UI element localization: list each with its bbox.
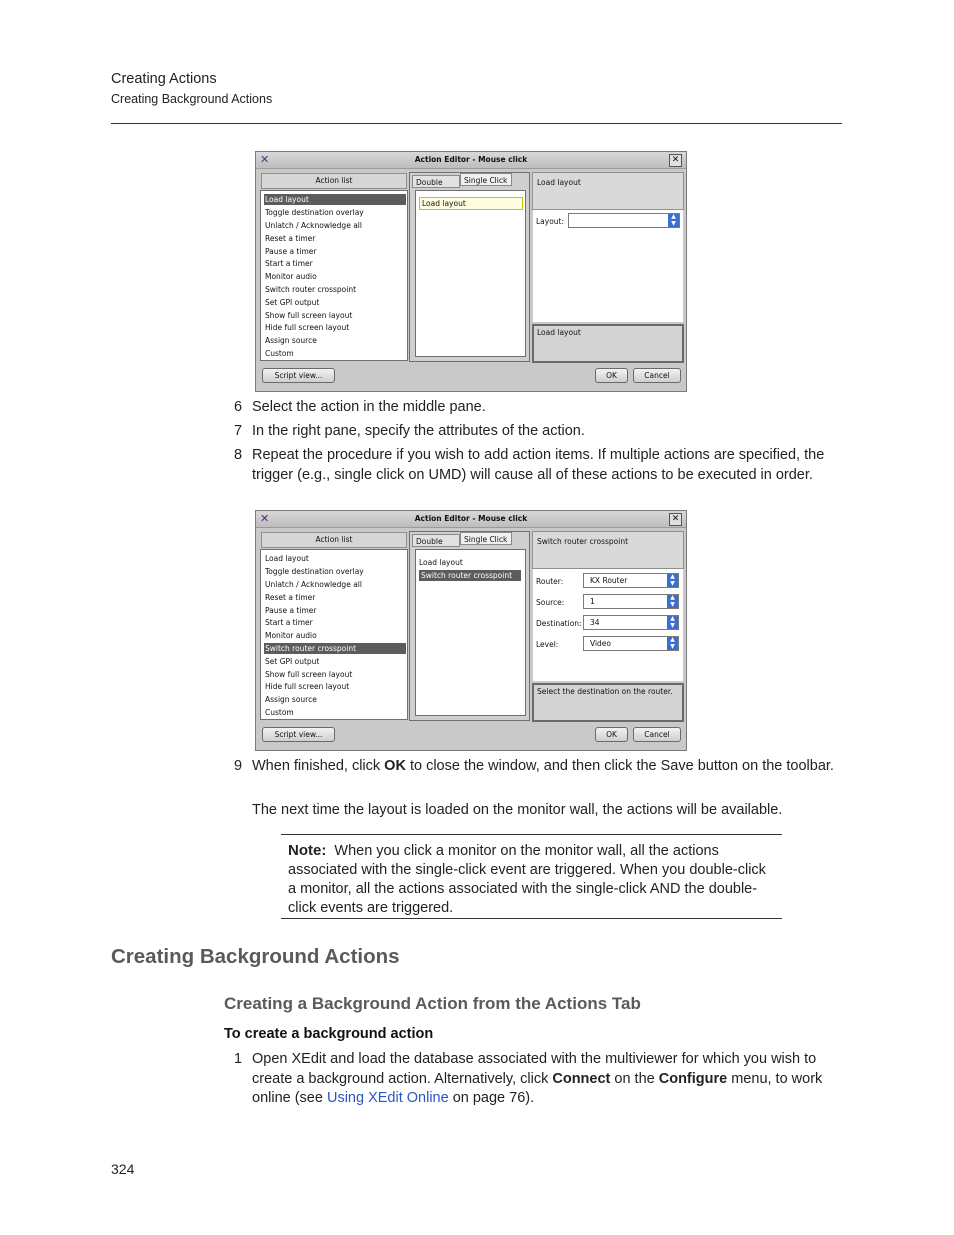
close-icon[interactable]: ✕	[669, 513, 682, 526]
field-label-source: Source:	[536, 598, 565, 607]
step-9-followup: The next time the layout is loaded on the monitor wall, the actions will be available.	[252, 802, 783, 818]
action-item[interactable]: Assign source	[265, 695, 317, 704]
step-text-pre: When finished, click	[252, 758, 385, 774]
page-number: 324	[111, 1161, 135, 1177]
step-1	[234, 1050, 842, 1109]
note-text-block	[288, 841, 778, 918]
action-item[interactable]: Show full screen layout	[265, 670, 353, 679]
step-text: In the right pane, specify the attributes of the action.	[252, 423, 585, 439]
router-value: KX Router	[590, 576, 628, 585]
dialog-title: Action Editor - Mouse click	[414, 514, 528, 523]
tab-single-click[interactable]: Single Click	[460, 532, 512, 545]
layout-select[interactable]	[568, 213, 680, 228]
field-label-layout: Layout:	[536, 217, 565, 226]
close-icon[interactable]: ✕	[669, 154, 682, 167]
spinner-icon: ▲ ▼	[667, 616, 678, 629]
action-item[interactable]: Hide full screen layout	[265, 682, 350, 691]
ok-emphasis: OK	[384, 758, 406, 774]
spinner-icon: ▲ ▼	[667, 637, 678, 650]
right-pane-title: Switch router crosspoint	[537, 537, 629, 546]
action-item[interactable]: Hide full screen layout	[265, 323, 350, 332]
app-x-icon: ✕	[260, 512, 270, 525]
level-select[interactable]	[583, 636, 679, 651]
middle-item[interactable]: Load layout	[419, 197, 523, 210]
step-number: 7	[234, 423, 243, 439]
step-9	[234, 757, 842, 777]
action-editor-dialog-1	[255, 151, 687, 392]
right-pane-fields	[533, 210, 683, 322]
description-text: Select the destination on the router.	[537, 687, 673, 696]
step-8	[234, 446, 842, 485]
description-box	[532, 324, 684, 363]
field-label-level: Level:	[536, 640, 559, 649]
procedure-title: To create a background action	[224, 1026, 434, 1042]
ok-button[interactable]: OK	[595, 368, 628, 383]
destination-value: 34	[590, 618, 600, 627]
action-item[interactable]: Toggle destination overlay	[265, 567, 364, 576]
description-box	[532, 683, 684, 722]
action-item[interactable]: Toggle destination overlay	[265, 208, 364, 217]
subsection-title: Creating a Background Action from the Actions Tab	[224, 994, 641, 1013]
action-item[interactable]: Unlatch / Acknowledge all	[265, 580, 362, 589]
step-number: 8	[234, 447, 243, 463]
action-item-load-layout[interactable]: Load layout	[264, 194, 406, 205]
script-view-button[interactable]: Script view...	[262, 727, 335, 742]
tab-double-click[interactable]: Double	[412, 175, 460, 188]
step-7	[234, 422, 842, 442]
action-item[interactable]: Monitor audio	[265, 631, 317, 640]
note-body: When you click a monitor on the monitor wall, all the actions associated with the single-click event are triggered. When you double-click a monitor, all the actions associated with the single-click AND the double-click events are triggered.	[288, 843, 766, 916]
right-pane-header	[532, 531, 684, 569]
step-text: Repeat the procedure if you wish to add action items. If multiple actions are specified, the trigger (e.g., single click on UMD) will cause all of these actions to be executed in order.	[252, 447, 825, 483]
step-text: on page 76).	[448, 1090, 535, 1106]
right-pane-title: Load layout	[537, 178, 581, 187]
action-item[interactable]: Custom	[265, 708, 294, 717]
action-item[interactable]: Show full screen layout	[265, 311, 353, 320]
action-item-switch-router-crosspoint[interactable]: Switch router crosspoint	[264, 643, 406, 654]
step-number: 6	[234, 399, 243, 415]
right-pane-header	[532, 172, 684, 210]
step-6	[234, 398, 842, 418]
configure-emphasis: Configure	[658, 1070, 728, 1087]
action-item[interactable]: Monitor audio	[265, 272, 317, 281]
action-editor-dialog-2	[255, 510, 687, 751]
connect-emphasis: Connect	[552, 1070, 611, 1087]
note-box	[281, 834, 782, 919]
step-text: on the	[610, 1070, 659, 1087]
step-number: 1	[234, 1051, 243, 1067]
middle-list-pane	[415, 549, 526, 716]
level-value: Video	[590, 639, 612, 648]
spinner-icon: ▲ ▼	[667, 595, 678, 608]
spinner-icon: ▲ ▼	[668, 214, 679, 227]
tab-double-click[interactable]: Double	[412, 534, 460, 547]
action-item[interactable]: Start a timer	[265, 618, 313, 627]
source-value: 1	[590, 597, 595, 606]
action-item[interactable]: Reset a timer	[265, 234, 316, 243]
section-title: Creating Background Actions	[111, 945, 400, 968]
ok-button[interactable]: OK	[595, 727, 628, 742]
spinner-icon: ▲ ▼	[667, 574, 678, 587]
cancel-button[interactable]: Cancel	[633, 727, 681, 742]
app-x-icon: ✕	[260, 153, 270, 166]
step-text: Open XEdit and load the database associated with the multiviewer for which you wish to create a background action. Alternatively, click	[252, 1051, 817, 1087]
using-xedit-online-link[interactable]: Using XEdit Online	[326, 1090, 449, 1106]
action-item[interactable]: Set GPI output	[265, 657, 320, 666]
description-text: Load layout	[537, 328, 581, 337]
dialog-titlebar	[256, 152, 686, 169]
script-view-button[interactable]: Script view...	[262, 368, 335, 383]
cancel-button[interactable]: Cancel	[633, 368, 681, 383]
action-list-header: Action list	[261, 532, 407, 548]
header-rule	[111, 123, 842, 124]
step-number: 9	[234, 758, 243, 774]
router-select[interactable]	[583, 573, 679, 588]
action-item[interactable]: Switch router crosspoint	[265, 285, 357, 294]
action-list-header: Action list	[261, 173, 407, 189]
step-text-post: to close the window, and then click the Save button on the toolbar.	[405, 758, 834, 774]
dialog-titlebar	[256, 511, 686, 528]
step-text: menu, to work online (see	[252, 1070, 823, 1106]
running-header-chapter: Creating Actions	[111, 71, 217, 87]
field-label-router: Router:	[536, 577, 564, 586]
middle-item[interactable]: Load layout	[419, 558, 463, 567]
action-item[interactable]: Reset a timer	[265, 593, 316, 602]
note-label: Note:	[288, 842, 327, 859]
right-pane-fields	[533, 569, 683, 681]
action-item[interactable]: Assign source	[265, 336, 317, 345]
action-item[interactable]: Load layout	[265, 554, 309, 563]
field-label-destination: Destination:	[536, 619, 582, 628]
action-item[interactable]: Unlatch / Acknowledge all	[265, 221, 362, 230]
source-select[interactable]	[583, 594, 679, 609]
action-item[interactable]: Custom	[265, 349, 294, 358]
tab-single-click[interactable]: Single Click	[460, 173, 512, 186]
action-item[interactable]: Start a timer	[265, 259, 313, 268]
running-header-section: Creating Background Actions	[111, 92, 273, 106]
destination-select[interactable]	[583, 615, 679, 630]
dialog-title: Action Editor - Mouse click	[414, 155, 528, 164]
middle-item-selected[interactable]: Switch router crosspoint	[419, 570, 521, 581]
middle-list-pane	[415, 190, 526, 357]
step-text: Select the action in the middle pane.	[252, 399, 486, 415]
action-item[interactable]: Pause a timer	[265, 606, 317, 615]
action-item[interactable]: Set GPI output	[265, 298, 320, 307]
action-list-pane	[260, 190, 408, 361]
action-list-pane	[260, 549, 408, 720]
action-item[interactable]: Pause a timer	[265, 247, 317, 256]
